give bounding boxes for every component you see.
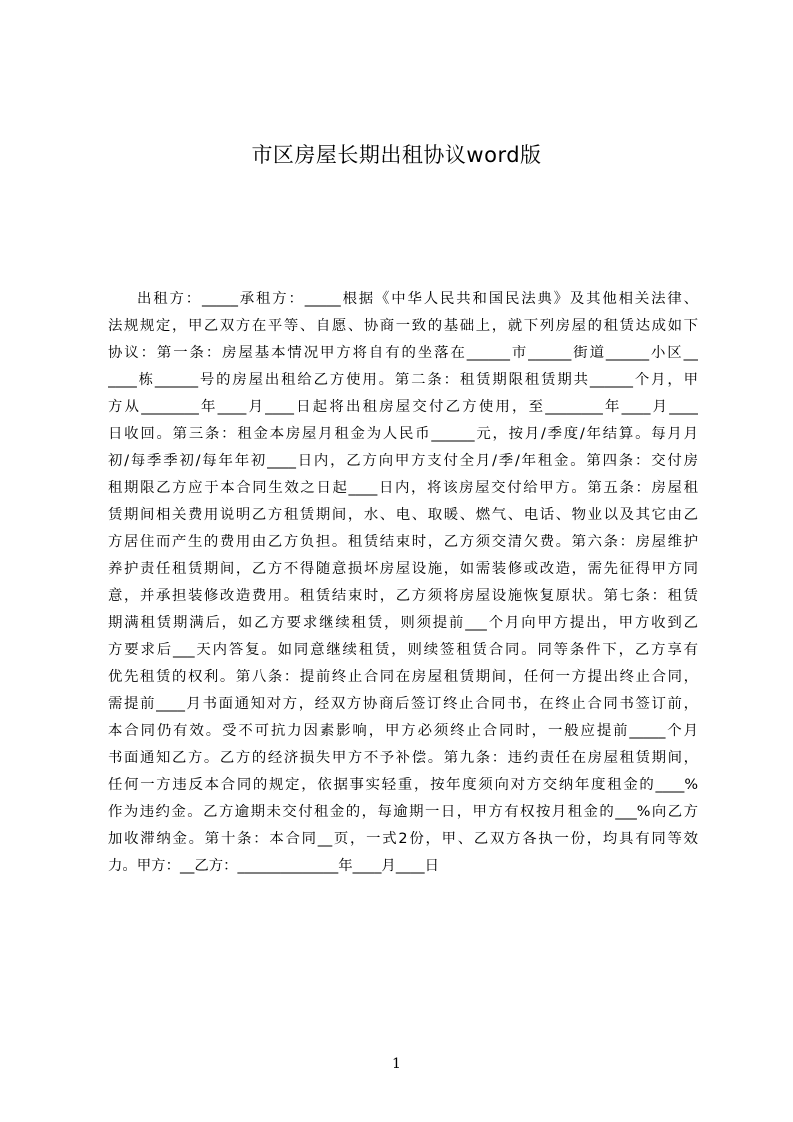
body-line: 日收回。第三条：租金本房屋月租金为人民币______元，按月/季度/年结算。每月月 [108, 426, 698, 442]
body-line: 方要求后___天内答复。如同意继续租赁，则续签租赁合同。同等条件下，乙方享有 [108, 642, 698, 658]
body-line: 出租方：_____承租方：_____根据《中华人民共和国民法典》及其他相关法律、 [137, 291, 698, 307]
body-line: 任何一方违反本合同的规定，依据事实轻重，按年度须向对方交纳年度租金的____% [108, 777, 698, 793]
body-line: 优先租赁的权利。第八条：提前终止合同在房屋租赁期间，任何一方提出终止合同， [108, 669, 698, 685]
body-line: 加收滞纳金。第十条：本合同__页，一式2份，甲、乙双方各执一份，均具有同等效 [108, 831, 698, 847]
body-line: 初/每季季初/每年年初____日内，乙方向甲方支付全月/季/年租金。第四条：交付房 [108, 453, 698, 469]
body-line: 力。甲方：__乙方：______________年____月____日 [108, 858, 439, 874]
contract-body [108, 286, 698, 886]
body-line: 养护责任租赁期间，乙方不得随意损坏房屋设施，如需装修或改造，需先征得甲方同 [108, 561, 698, 577]
document-title: 市区房屋长期出租协议word版 [251, 143, 542, 167]
page-number: 1 [392, 1056, 401, 1072]
body-line: 方居住而产生的费用由乙方负担。租赁结束时，乙方须交清欠费。第六条：房屋维护 [108, 534, 698, 550]
body-line: ____栋______号的房屋出租给乙方使用。第二条：租赁期限租赁期共______个月，甲 [108, 372, 698, 388]
body-line: 需提前____月书面通知对方，经双方协商后签订终止合同书，在终止合同书签订前， [108, 696, 698, 712]
body-line: 赁期间相关费用说明乙方租赁期间，水、电、取暖、燃气、电话、物业以及其它由乙 [108, 507, 698, 523]
body-line: 期满租赁期满后，如乙方要求继续租赁，则须提前___个月向甲方提出，甲方收到乙 [108, 615, 698, 631]
body-line: 协议：第一条：房屋基本情况甲方将自有的坐落在______市______街道______小区__ [108, 345, 698, 361]
body-line: 作为违约金。乙方逾期未交付租金的，每逾期一日，甲方有权按月租金的___%向乙方 [108, 804, 698, 820]
body-line: 方从________年____月____日起将出租房屋交付乙方使用，至________年____月____ [108, 399, 698, 415]
body-line: 租期限乙方应于本合同生效之日起____日内，将该房屋交付给甲方。第五条：房屋租 [108, 480, 698, 496]
body-line: 法规规定，甲乙双方在平等、自愿、协商一致的基础上，就下列房屋的租赁达成如下 [108, 318, 698, 334]
body-line: 书面通知乙方。乙方的经济损失甲方不予补偿。第九条：违约责任在房屋租赁期间， [108, 750, 698, 766]
body-line: 本合同仍有效。受不可抗力因素影响，甲方必须终止合同时，一般应提前_____个月 [108, 723, 698, 739]
body-line: 意，并承担装修改造费用。租赁结束时，乙方须将房屋设施恢复原状。第七条：租赁 [108, 588, 698, 604]
